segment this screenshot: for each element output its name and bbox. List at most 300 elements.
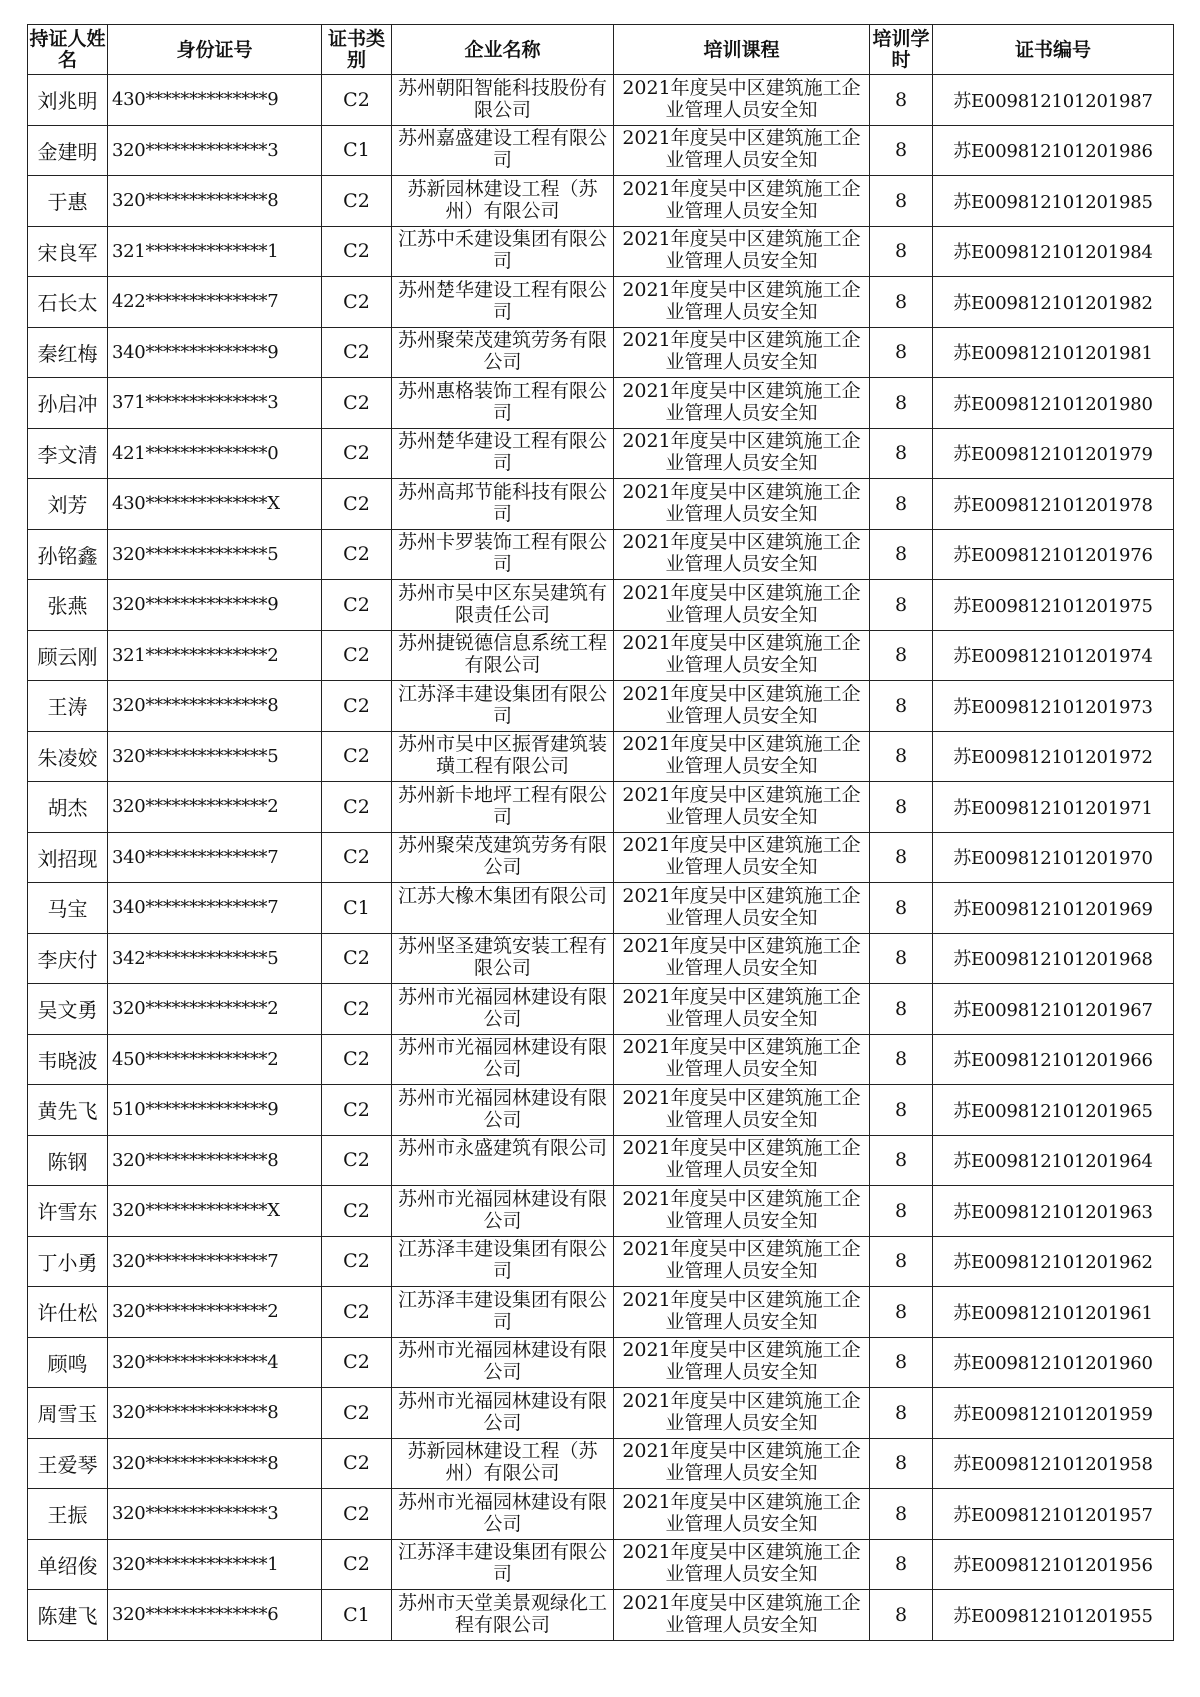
id-number-cell: 422**************7: [108, 277, 322, 328]
table-row: [28, 1539, 1174, 1590]
course-cell: [614, 529, 870, 580]
holder-name-cell: 单绍俊: [28, 1539, 108, 1590]
holder-name-cell: 刘芳: [28, 479, 108, 530]
table-row: [28, 883, 1174, 934]
id-number-cell: 430**************9: [108, 75, 322, 126]
company-cell-text: 苏州市吴中区振胥建筑装璜工程有限公司: [397, 733, 607, 778]
holder-name-cell: 顾云刚: [28, 630, 108, 681]
company-cell-text: 苏州市光福园林建设有限公司: [397, 1086, 607, 1131]
cert-no-cell: 苏E009812101201960: [933, 1337, 1174, 1388]
company-cell-text: 苏州捷锐德信息系统工程有限公司: [397, 632, 607, 677]
cert-no-cell: 苏E009812101201969: [933, 883, 1174, 934]
cert-no-cell: 苏E009812101201984: [933, 226, 1174, 277]
company-cell: [392, 580, 614, 631]
table-row: [28, 832, 1174, 883]
course-cell: [614, 428, 870, 479]
company-cell-text: 苏州市光福园林建设有限公司: [397, 1389, 607, 1434]
hours-cell: 8: [870, 1337, 933, 1388]
holder-name-cell: 王爱琴: [28, 1438, 108, 1489]
company-cell: [392, 125, 614, 176]
cert-type-cell: C2: [322, 580, 392, 631]
id-number-cell: 320**************8: [108, 681, 322, 732]
company-cell: [392, 1388, 614, 1439]
cert-no-cell: 苏E009812101201964: [933, 1135, 1174, 1186]
table-body: [28, 75, 1174, 1641]
cert-no-cell: 苏E009812101201970: [933, 832, 1174, 883]
id-number-cell: 320**************4: [108, 1337, 322, 1388]
table-row: [28, 1388, 1174, 1439]
table-row: [28, 1489, 1174, 1540]
company-cell-text: 苏州市永盛建筑有限公司: [397, 1137, 607, 1160]
company-cell: [392, 832, 614, 883]
cert-no-cell: 苏E009812101201987: [933, 75, 1174, 126]
hours-cell: 8: [870, 226, 933, 277]
company-cell: [392, 277, 614, 328]
company-cell: [392, 428, 614, 479]
id-number-cell: 430**************X: [108, 479, 322, 530]
course-cell: [614, 1388, 870, 1439]
holder-name-cell: 李文清: [28, 428, 108, 479]
holder-name-cell: 周雪玉: [28, 1388, 108, 1439]
course-cell-text: 2021年度吴中区建筑施工企业管理人员安全知: [622, 1591, 861, 1636]
header-id-number: 身份证号: [108, 25, 322, 75]
cert-type-cell: C1: [322, 125, 392, 176]
course-cell-text: 2021年度吴中区建筑施工企业管理人员安全知: [622, 1440, 861, 1485]
course-cell: [614, 933, 870, 984]
company-cell-text: 江苏泽丰建设集团有限公司: [397, 1288, 607, 1333]
company-cell: [392, 75, 614, 126]
course-cell: [614, 782, 870, 833]
table-row: [28, 1186, 1174, 1237]
cert-no-cell: 苏E009812101201973: [933, 681, 1174, 732]
hours-cell: 8: [870, 1186, 933, 1237]
id-number-cell: 320**************8: [108, 1438, 322, 1489]
course-cell-text: 2021年度吴中区建筑施工企业管理人员安全知: [622, 177, 861, 222]
company-cell: [392, 1236, 614, 1287]
course-cell: [614, 1590, 870, 1641]
id-number-cell: 321**************2: [108, 630, 322, 681]
certificate-table: [27, 24, 1174, 1641]
id-number-cell: 320**************8: [108, 1388, 322, 1439]
course-cell: [614, 681, 870, 732]
company-cell: [392, 681, 614, 732]
holder-name-cell: 石长太: [28, 277, 108, 328]
company-cell-text: 苏新园林建设工程（苏州）有限公司: [407, 177, 598, 222]
hours-cell: 8: [870, 630, 933, 681]
course-cell: [614, 731, 870, 782]
company-cell: [392, 176, 614, 227]
hours-cell: 8: [870, 1590, 933, 1641]
table-row: [28, 277, 1174, 328]
hours-cell: 8: [870, 832, 933, 883]
holder-name-cell: 刘招现: [28, 832, 108, 883]
cert-type-cell: C2: [322, 378, 392, 429]
company-cell: [392, 1287, 614, 1338]
company-cell-text: 苏州市吴中区东吴建筑有限责任公司: [397, 581, 607, 626]
holder-name-cell: 许仕松: [28, 1287, 108, 1338]
holder-name-cell: 黄先飞: [28, 1085, 108, 1136]
cert-type-cell: C2: [322, 226, 392, 277]
holder-name-cell: 王涛: [28, 681, 108, 732]
company-cell: [392, 1438, 614, 1489]
company-cell-text: 苏州朝阳智能科技股份有限公司: [397, 76, 607, 121]
hours-cell: 8: [870, 529, 933, 580]
header-cert-no: 证书编号: [933, 25, 1174, 75]
course-cell-text: 2021年度吴中区建筑施工企业管理人员安全知: [622, 884, 861, 929]
course-cell: [614, 1135, 870, 1186]
cert-type-cell: C2: [322, 630, 392, 681]
course-cell: [614, 1186, 870, 1237]
cert-no-cell: 苏E009812101201985: [933, 176, 1174, 227]
id-number-cell: 510**************9: [108, 1085, 322, 1136]
table-row: [28, 479, 1174, 530]
cert-no-cell: 苏E009812101201963: [933, 1186, 1174, 1237]
company-cell: [392, 630, 614, 681]
company-cell-text: 苏州楚华建设工程有限公司: [397, 278, 607, 323]
hours-cell: 8: [870, 883, 933, 934]
id-number-cell: 320**************2: [108, 1287, 322, 1338]
hours-cell: 8: [870, 580, 933, 631]
company-cell-text: 苏州惠格装饰工程有限公司: [397, 379, 607, 424]
id-number-cell: 340**************7: [108, 883, 322, 934]
company-cell-text: 苏州市光福园林建设有限公司: [397, 1339, 607, 1384]
cert-no-cell: 苏E009812101201978: [933, 479, 1174, 530]
cert-type-cell: C2: [322, 1186, 392, 1237]
table-row: [28, 75, 1174, 126]
company-cell-text: 苏州市光福园林建设有限公司: [397, 1490, 607, 1535]
company-cell-text: 苏州高邦节能科技有限公司: [397, 480, 607, 525]
cert-type-cell: C2: [322, 984, 392, 1035]
holder-name-cell: 李庆付: [28, 933, 108, 984]
table-row: [28, 1034, 1174, 1085]
id-number-cell: 320**************1: [108, 1539, 322, 1590]
header-hours: 培训学时: [870, 25, 933, 75]
course-cell-text: 2021年度吴中区建筑施工企业管理人员安全知: [622, 783, 861, 828]
company-cell-text: 江苏大橡木集团有限公司: [397, 884, 607, 907]
course-cell: [614, 176, 870, 227]
course-cell-text: 2021年度吴中区建筑施工企业管理人员安全知: [622, 1137, 861, 1182]
cert-type-cell: C2: [322, 933, 392, 984]
course-cell: [614, 226, 870, 277]
course-cell: [614, 75, 870, 126]
id-number-cell: 342**************5: [108, 933, 322, 984]
hours-cell: 8: [870, 933, 933, 984]
company-cell: [392, 1489, 614, 1540]
course-cell-text: 2021年度吴中区建筑施工企业管理人员安全知: [622, 1238, 861, 1283]
table-row: [28, 630, 1174, 681]
cert-type-cell: C2: [322, 1085, 392, 1136]
hours-cell: 8: [870, 731, 933, 782]
holder-name-cell: 朱凌姣: [28, 731, 108, 782]
cert-type-cell: C1: [322, 1590, 392, 1641]
id-number-cell: 320**************3: [108, 1489, 322, 1540]
header-cert-type: 证书类别: [322, 25, 392, 75]
holder-name-cell: 陈建飞: [28, 1590, 108, 1641]
course-cell: [614, 1287, 870, 1338]
course-cell-text: 2021年度吴中区建筑施工企业管理人员安全知: [622, 1187, 861, 1232]
hours-cell: 8: [870, 1489, 933, 1540]
cert-type-cell: C2: [322, 327, 392, 378]
header-company: 企业名称: [392, 25, 614, 75]
table-row: [28, 580, 1174, 631]
hours-cell: 8: [870, 1287, 933, 1338]
cert-no-cell: 苏E009812101201965: [933, 1085, 1174, 1136]
course-cell: [614, 1489, 870, 1540]
cert-type-cell: C2: [322, 1236, 392, 1287]
id-number-cell: 320**************X: [108, 1186, 322, 1237]
table-row: [28, 1590, 1174, 1641]
company-cell-text: 江苏泽丰建设集团有限公司: [397, 1541, 607, 1586]
table-row: [28, 782, 1174, 833]
table-row: [28, 378, 1174, 429]
cert-no-cell: 苏E009812101201982: [933, 277, 1174, 328]
holder-name-cell: 王振: [28, 1489, 108, 1540]
company-cell-text: 苏州聚荣茂建筑劳务有限公司: [397, 834, 607, 879]
holder-name-cell: 宋良军: [28, 226, 108, 277]
cert-type-cell: C2: [322, 1287, 392, 1338]
table-row: [28, 933, 1174, 984]
table-header-row: [28, 25, 1174, 75]
id-number-cell: 421**************0: [108, 428, 322, 479]
header-holder-name: 持证人姓名: [28, 25, 108, 75]
id-number-cell: 340**************9: [108, 327, 322, 378]
cert-type-cell: C2: [322, 731, 392, 782]
holder-name-cell: 秦红梅: [28, 327, 108, 378]
hours-cell: 8: [870, 984, 933, 1035]
table-row: [28, 176, 1174, 227]
company-cell: [392, 1186, 614, 1237]
cert-no-cell: 苏E009812101201975: [933, 580, 1174, 631]
hours-cell: 8: [870, 277, 933, 328]
cert-type-cell: C2: [322, 176, 392, 227]
holder-name-cell: 韦晓波: [28, 1034, 108, 1085]
course-cell-text: 2021年度吴中区建筑施工企业管理人员安全知: [622, 1036, 861, 1081]
hours-cell: 8: [870, 428, 933, 479]
company-cell: [392, 1539, 614, 1590]
cert-type-cell: C2: [322, 1135, 392, 1186]
company-cell-text: 江苏泽丰建设集团有限公司: [397, 1238, 607, 1283]
hours-cell: 8: [870, 125, 933, 176]
table-row: [28, 529, 1174, 580]
cert-no-cell: 苏E009812101201959: [933, 1388, 1174, 1439]
course-cell-text: 2021年度吴中区建筑施工企业管理人员安全知: [622, 834, 861, 879]
course-cell-text: 2021年度吴中区建筑施工企业管理人员安全知: [622, 531, 861, 576]
certificate-table-sheet: [27, 24, 1173, 1641]
table-row: [28, 1337, 1174, 1388]
table-row: [28, 125, 1174, 176]
cert-no-cell: 苏E009812101201986: [933, 125, 1174, 176]
course-cell: [614, 1236, 870, 1287]
company-cell-text: 苏州新卡地坪工程有限公司: [397, 783, 607, 828]
hours-cell: 8: [870, 681, 933, 732]
course-cell-text: 2021年度吴中区建筑施工企业管理人员安全知: [622, 1339, 861, 1384]
cert-type-cell: C2: [322, 1034, 392, 1085]
course-cell-text: 2021年度吴中区建筑施工企业管理人员安全知: [622, 1541, 861, 1586]
company-cell: [392, 226, 614, 277]
holder-name-cell: 金建明: [28, 125, 108, 176]
table-row: [28, 731, 1174, 782]
company-cell: [392, 731, 614, 782]
course-cell: [614, 883, 870, 934]
course-cell: [614, 327, 870, 378]
holder-name-cell: 孙铭鑫: [28, 529, 108, 580]
holder-name-cell: 于惠: [28, 176, 108, 227]
cert-no-cell: 苏E009812101201955: [933, 1590, 1174, 1641]
id-number-cell: 320**************5: [108, 529, 322, 580]
holder-name-cell: 孙启冲: [28, 378, 108, 429]
id-number-cell: 320**************2: [108, 782, 322, 833]
company-cell: [392, 1337, 614, 1388]
header-course: 培训课程: [614, 25, 870, 75]
course-cell-text: 2021年度吴中区建筑施工企业管理人员安全知: [622, 935, 861, 980]
company-cell-text: 苏州市光福园林建设有限公司: [397, 1187, 607, 1232]
cert-type-cell: C2: [322, 529, 392, 580]
company-cell: [392, 933, 614, 984]
course-cell: [614, 1034, 870, 1085]
id-number-cell: 320**************5: [108, 731, 322, 782]
hours-cell: 8: [870, 327, 933, 378]
id-number-cell: 321**************1: [108, 226, 322, 277]
company-cell-text: 苏州聚荣茂建筑劳务有限公司: [397, 329, 607, 374]
table-row: [28, 226, 1174, 277]
company-cell-text: 苏州坚圣建筑安装工程有限公司: [397, 935, 607, 980]
holder-name-cell: 许雪东: [28, 1186, 108, 1237]
company-cell-text: 苏州市光福园林建设有限公司: [397, 1036, 607, 1081]
course-cell: [614, 984, 870, 1035]
course-cell-text: 2021年度吴中区建筑施工企业管理人员安全知: [622, 1288, 861, 1333]
course-cell: [614, 1438, 870, 1489]
cert-no-cell: 苏E009812101201967: [933, 984, 1174, 1035]
cert-no-cell: 苏E009812101201980: [933, 378, 1174, 429]
course-cell: [614, 832, 870, 883]
course-cell-text: 2021年度吴中区建筑施工企业管理人员安全知: [622, 278, 861, 323]
cert-type-cell: C1: [322, 883, 392, 934]
cert-no-cell: 苏E009812101201962: [933, 1236, 1174, 1287]
hours-cell: 8: [870, 479, 933, 530]
hours-cell: 8: [870, 782, 933, 833]
course-cell: [614, 630, 870, 681]
cert-type-cell: C2: [322, 1539, 392, 1590]
company-cell-text: 江苏泽丰建设集团有限公司: [397, 682, 607, 727]
table-row: [28, 1438, 1174, 1489]
company-cell: [392, 782, 614, 833]
id-number-cell: 320**************7: [108, 1236, 322, 1287]
holder-name-cell: 丁小勇: [28, 1236, 108, 1287]
holder-name-cell: 马宝: [28, 883, 108, 934]
hours-cell: 8: [870, 1034, 933, 1085]
company-cell: [392, 327, 614, 378]
holder-name-cell: 吴文勇: [28, 984, 108, 1035]
hours-cell: 8: [870, 1135, 933, 1186]
table-row: [28, 428, 1174, 479]
company-cell-text: 苏州楚华建设工程有限公司: [397, 430, 607, 475]
course-cell-text: 2021年度吴中区建筑施工企业管理人员安全知: [622, 379, 861, 424]
course-cell: [614, 580, 870, 631]
course-cell-text: 2021年度吴中区建筑施工企业管理人员安全知: [622, 76, 861, 121]
course-cell: [614, 1539, 870, 1590]
course-cell-text: 2021年度吴中区建筑施工企业管理人员安全知: [622, 480, 861, 525]
id-number-cell: 320**************2: [108, 984, 322, 1035]
table-row: [28, 1085, 1174, 1136]
company-cell: [392, 1034, 614, 1085]
cert-no-cell: 苏E009812101201971: [933, 782, 1174, 833]
cert-no-cell: 苏E009812101201979: [933, 428, 1174, 479]
id-number-cell: 450**************2: [108, 1034, 322, 1085]
course-cell: [614, 378, 870, 429]
cert-type-cell: C2: [322, 428, 392, 479]
holder-name-cell: 刘兆明: [28, 75, 108, 126]
id-number-cell: 371**************3: [108, 378, 322, 429]
table-row: [28, 1135, 1174, 1186]
holder-name-cell: 陈钢: [28, 1135, 108, 1186]
course-cell-text: 2021年度吴中区建筑施工企业管理人员安全知: [622, 632, 861, 677]
hours-cell: 8: [870, 1085, 933, 1136]
course-cell: [614, 125, 870, 176]
course-cell: [614, 1337, 870, 1388]
company-cell-text: 苏州卡罗装饰工程有限公司: [397, 531, 607, 576]
cert-type-cell: C2: [322, 1337, 392, 1388]
cert-type-cell: C2: [322, 782, 392, 833]
course-cell-text: 2021年度吴中区建筑施工企业管理人员安全知: [622, 1490, 861, 1535]
cert-type-cell: C2: [322, 1489, 392, 1540]
cert-type-cell: C2: [322, 1388, 392, 1439]
company-cell-text: 苏州市光福园林建设有限公司: [397, 985, 607, 1030]
company-cell: [392, 883, 614, 934]
course-cell: [614, 479, 870, 530]
course-cell-text: 2021年度吴中区建筑施工企业管理人员安全知: [622, 430, 861, 475]
id-number-cell: 320**************3: [108, 125, 322, 176]
cert-no-cell: 苏E009812101201976: [933, 529, 1174, 580]
hours-cell: 8: [870, 1388, 933, 1439]
course-cell-text: 2021年度吴中区建筑施工企业管理人员安全知: [622, 733, 861, 778]
company-cell: [392, 378, 614, 429]
cert-no-cell: 苏E009812101201961: [933, 1287, 1174, 1338]
hours-cell: 8: [870, 75, 933, 126]
course-cell: [614, 1085, 870, 1136]
company-cell: [392, 1590, 614, 1641]
company-cell-text: 江苏中禾建设集团有限公司: [397, 228, 607, 273]
cert-type-cell: C2: [322, 479, 392, 530]
holder-name-cell: 张燕: [28, 580, 108, 631]
id-number-cell: 340**************7: [108, 832, 322, 883]
company-cell: [392, 529, 614, 580]
company-cell: [392, 984, 614, 1035]
hours-cell: 8: [870, 1236, 933, 1287]
id-number-cell: 320**************8: [108, 1135, 322, 1186]
company-cell-text: 苏州嘉盛建设工程有限公司: [397, 127, 607, 172]
table-row: [28, 327, 1174, 378]
company-cell: [392, 479, 614, 530]
course-cell-text: 2021年度吴中区建筑施工企业管理人员安全知: [622, 985, 861, 1030]
table-row: [28, 984, 1174, 1035]
holder-name-cell: 顾鸣: [28, 1337, 108, 1388]
cert-no-cell: 苏E009812101201972: [933, 731, 1174, 782]
course-cell-text: 2021年度吴中区建筑施工企业管理人员安全知: [622, 682, 861, 727]
cert-type-cell: C2: [322, 277, 392, 328]
company-cell: [392, 1085, 614, 1136]
hours-cell: 8: [870, 1539, 933, 1590]
id-number-cell: 320**************8: [108, 176, 322, 227]
table-row: [28, 1236, 1174, 1287]
course-cell-text: 2021年度吴中区建筑施工企业管理人员安全知: [622, 329, 861, 374]
cert-no-cell: 苏E009812101201957: [933, 1489, 1174, 1540]
holder-name-cell: 胡杰: [28, 782, 108, 833]
course-cell-text: 2021年度吴中区建筑施工企业管理人员安全知: [622, 1086, 861, 1131]
cert-no-cell: 苏E009812101201981: [933, 327, 1174, 378]
table-row: [28, 681, 1174, 732]
cert-type-cell: C2: [322, 832, 392, 883]
table-row: [28, 1287, 1174, 1338]
